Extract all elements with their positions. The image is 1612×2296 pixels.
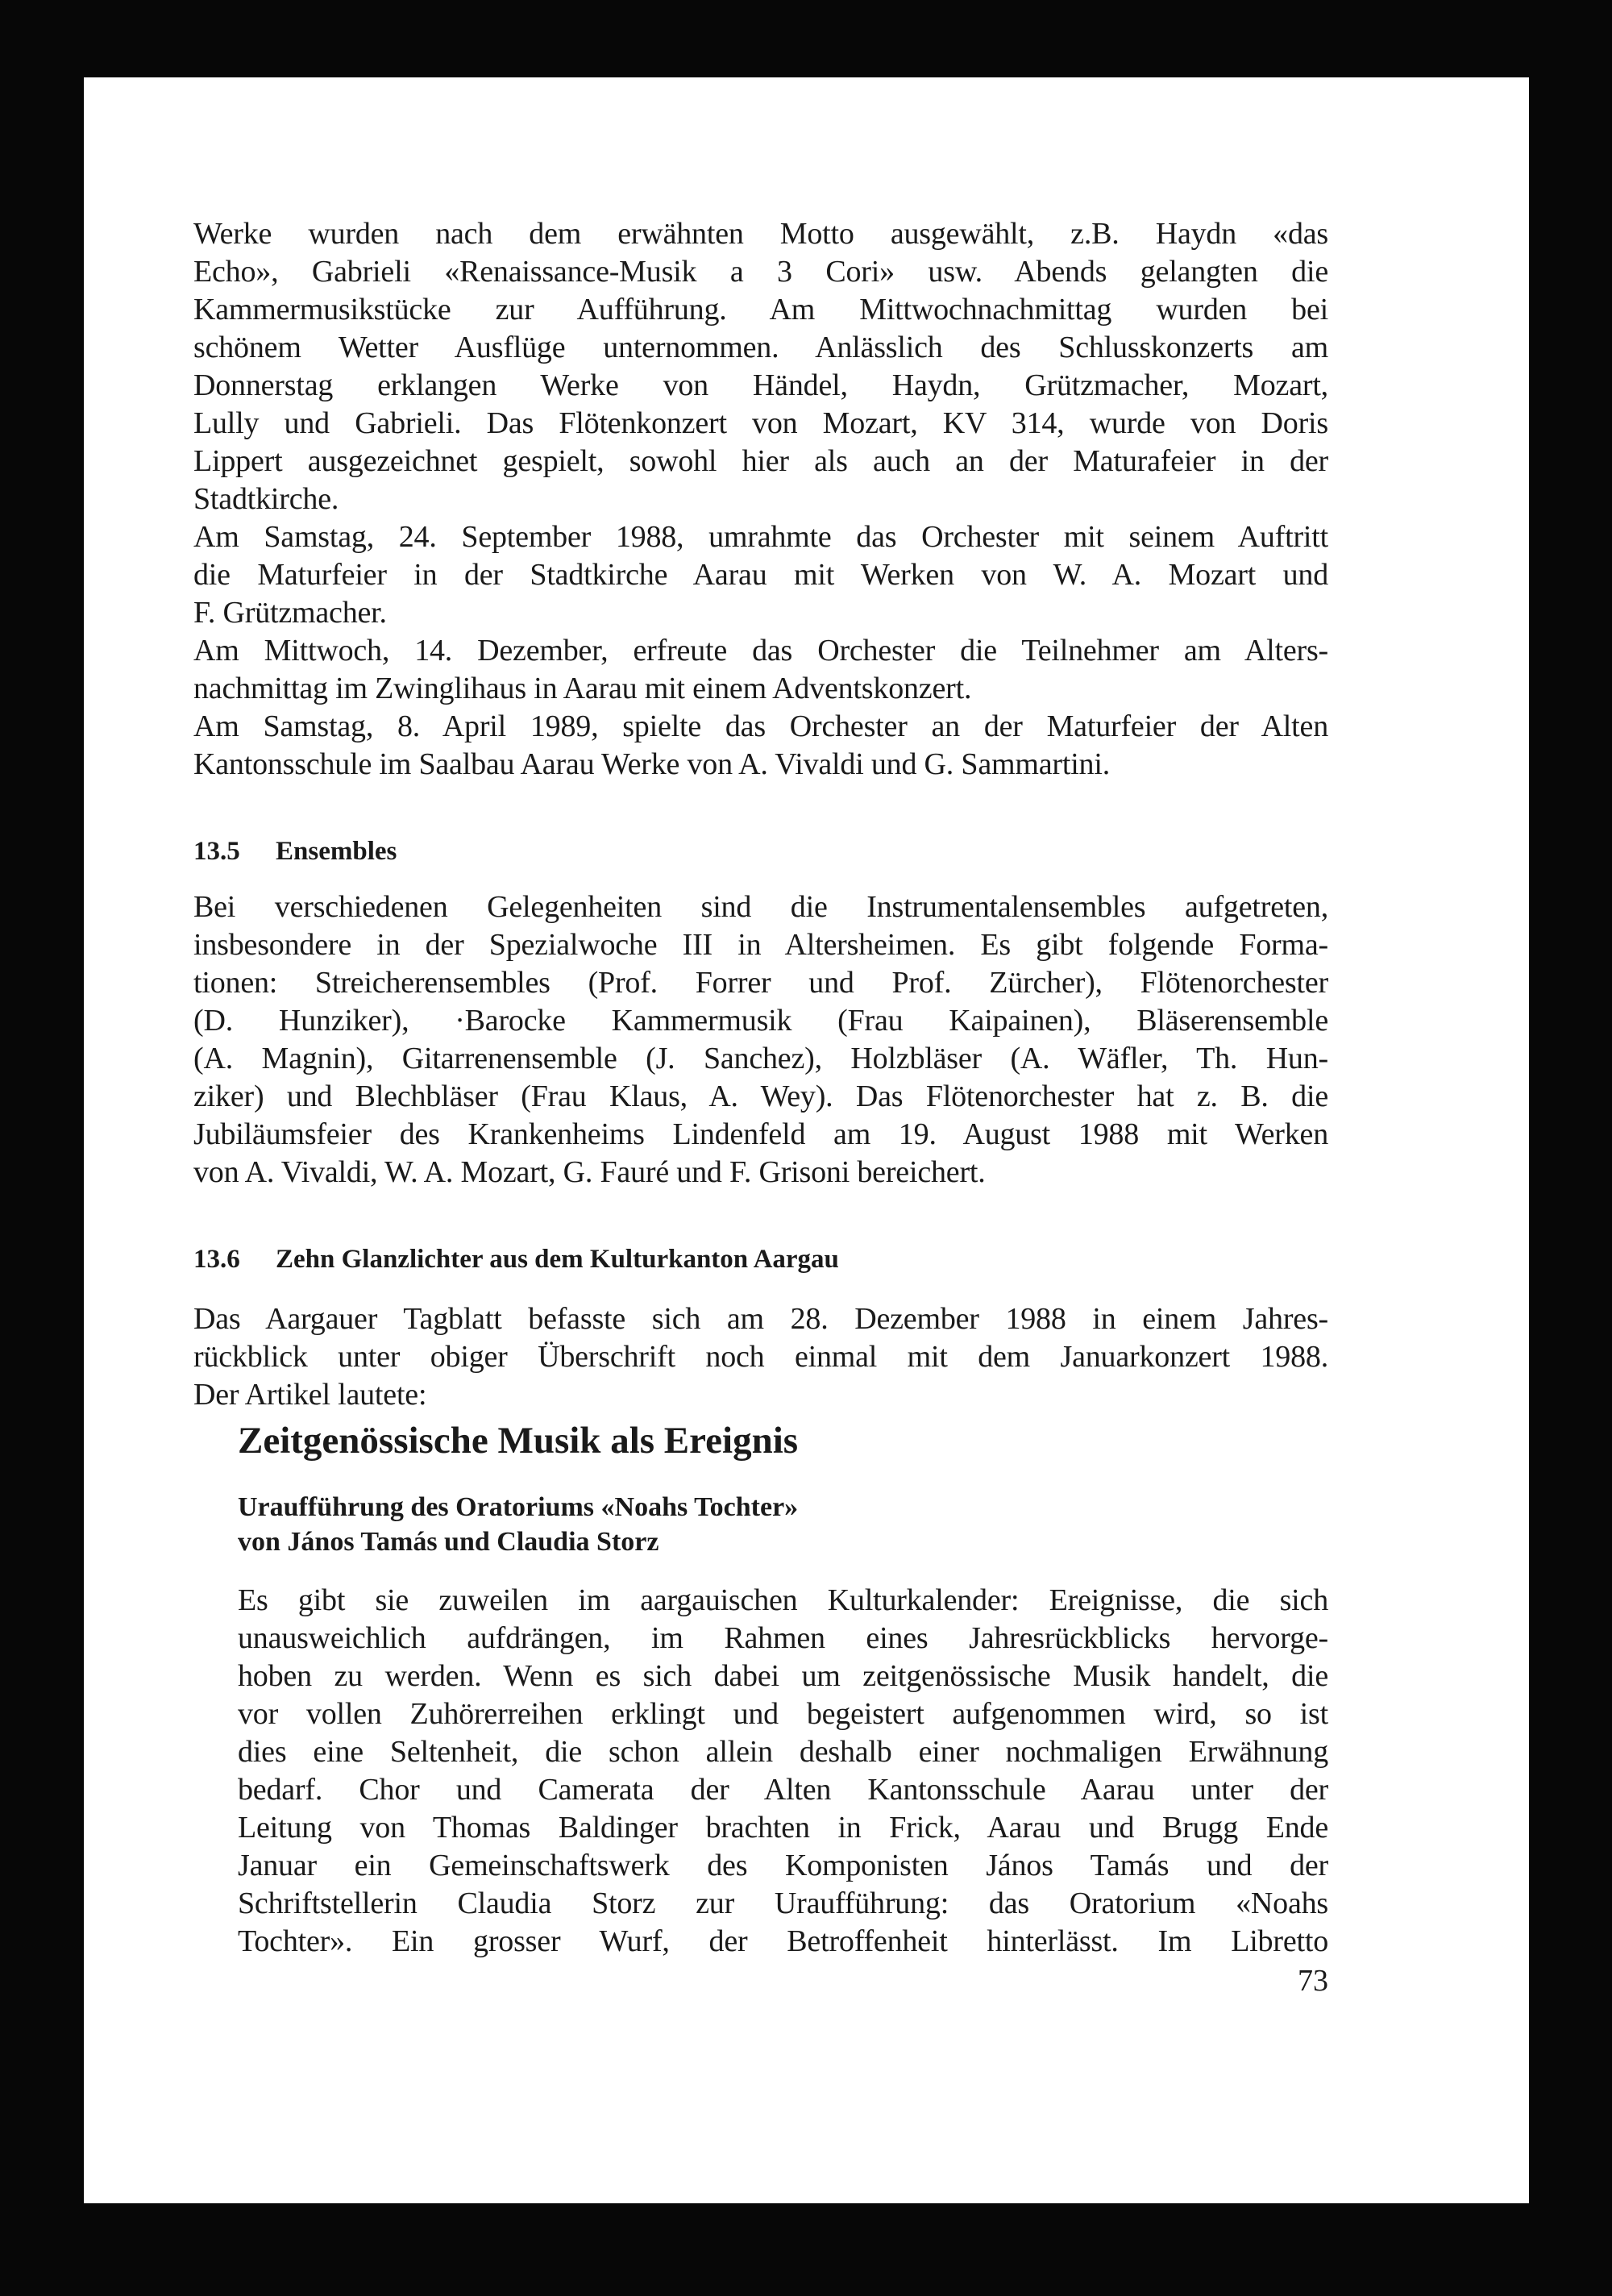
section-title: Ensembles [276, 837, 397, 866]
text-line: bedarf. Chor und Camerata der Alten Kantonsschule Aarau unter der [238, 1773, 1328, 1807]
article-subtitle-line-2: von János Tamás und Claudia Storz [238, 1527, 659, 1557]
text-column [193, 77, 1328, 2203]
text-line: Werke wurden nach dem erwähnten Motto ausgewählt, z.B. Haydn «das [193, 217, 1328, 251]
text-line: Leitung von Thomas Baldinger brachten in Frick, Aarau und Brugg Ende [238, 1811, 1328, 1845]
document-page [84, 77, 1529, 2203]
text-line: unausweichlich aufdrängen, im Rahmen eines Jahresrückblicks hervorge- [238, 1621, 1328, 1655]
quoted-article [238, 77, 1328, 2203]
text-line: Echo», Gabrieli «Renaissance-Musik a 3 Cori» usw. Abends gelangten die [193, 255, 1328, 289]
text-line: schönem Wetter Ausflüge unternommen. Anlässlich des Schlusskonzerts am [193, 331, 1328, 364]
text-line: Schriftstellerin Claudia Storz zur Uraufführung: das Oratorium «Noahs [238, 1886, 1328, 1920]
article-title: Zeitgenössische Musik als Ereignis [238, 1420, 799, 1462]
article-subtitle-line-1: Uraufführung des Oratoriums «Noahs Tochter» [238, 1492, 799, 1522]
text-line: (A. Magnin), Gitarrenensemble (J. Sanchez), Holzbläser (A. Wäfler, Th. Hun- [193, 1042, 1328, 1075]
text-line: rückblick unter obiger Überschrift noch einmal mit dem Januarkonzert 1988. [193, 1340, 1328, 1374]
text-line: Es gibt sie zuweilen im aargauischen Kulturkalender: Ereignisse, die sich [238, 1583, 1328, 1617]
text-line: dies eine Seltenheit, die schon allein deshalb einer nochmaligen Erwähnung [238, 1735, 1328, 1769]
page-number: 73 [1298, 1964, 1328, 1998]
text-line: Bei verschiedenen Gelegenheiten sind die Instrumentalensembles aufgetreten, [193, 890, 1328, 924]
text-line: Am Mittwoch, 14. Dezember, erfreute das Orchester die Teilnehmer am Alters- [193, 634, 1328, 668]
text-line: Das Aargauer Tagblatt befasste sich am 28. Dezember 1988 in einem Jahres- [193, 1302, 1328, 1336]
section-number: 13.6 [193, 1245, 240, 1274]
text-line: hoben zu werden. Wenn es sich dabei um zeitgenössische Musik handelt, die [238, 1659, 1328, 1693]
section-title: Zehn Glanzlichter aus dem Kulturkanton Aargau [276, 1245, 839, 1274]
text-line: Am Samstag, 24. September 1988, umrahmte das Orchester mit seinem Auftritt [193, 520, 1328, 554]
text-line: Stadtkirche. [193, 482, 339, 516]
text-line: Am Samstag, 8. April 1989, spielte das Orchester an der Maturfeier der Alten [193, 709, 1328, 743]
text-line: Januar ein Gemeinschaftswerk des Komponisten János Tamás und der [238, 1849, 1328, 1882]
text-line: nachmittag im Zwinglihaus in Aarau mit einem Adventskonzert. [193, 672, 972, 705]
section-number: 13.5 [193, 837, 240, 866]
text-line: Der Artikel lautete: [193, 1378, 427, 1412]
text-line: von A. Vivaldi, W. A. Mozart, G. Fauré und F. Grisoni bereichert. [193, 1155, 986, 1189]
text-line: Donnerstag erklangen Werke von Händel, Haydn, Grützmacher, Mozart, [193, 368, 1328, 402]
text-line: insbesondere in der Spezialwoche III in Altersheimen. Es gibt folgende Forma- [193, 928, 1328, 962]
text-line: Jubiläumsfeier des Krankenheims Lindenfeld am 19. August 1988 mit Werken [193, 1117, 1328, 1151]
text-line: Kammermusikstücke zur Aufführung. Am Mittwochnachmittag wurden bei [193, 293, 1328, 327]
text-line: Lippert ausgezeichnet gespielt, sowohl hier als auch an der Maturafeier in der [193, 444, 1328, 478]
text-line: vor vollen Zuhörerreihen erklingt und begeistert aufgenommen wird, so ist [238, 1697, 1328, 1731]
text-line: Lully und Gabrieli. Das Flötenkonzert von Mozart, KV 314, wurde von Doris [193, 406, 1328, 440]
text-line: (D. Hunziker), ·Barocke Kammermusik (Frau Kaipainen), Bläserensemble [193, 1004, 1328, 1038]
article-body [238, 1582, 1328, 1961]
text-line: die Maturfeier in der Stadtkirche Aarau mit Werken von W. A. Mozart und [193, 558, 1328, 592]
text-line: F. Grützmacher. [193, 596, 387, 630]
text-line: tionen: Streicherensembles (Prof. Forrer und Prof. Zürcher), Flötenorchester [193, 966, 1328, 1000]
text-line: ziker) und Blechbläser (Frau Klaus, A. Wey). Das Flötenorchester hat z. B. die [193, 1079, 1328, 1113]
text-line: Tochter». Ein grosser Wurf, der Betroffenheit hinterlässt. Im Libretto [238, 1924, 1328, 1958]
text-line: Kantonsschule im Saalbau Aarau Werke von A. Vivaldi und G. Sammartini. [193, 747, 1111, 781]
